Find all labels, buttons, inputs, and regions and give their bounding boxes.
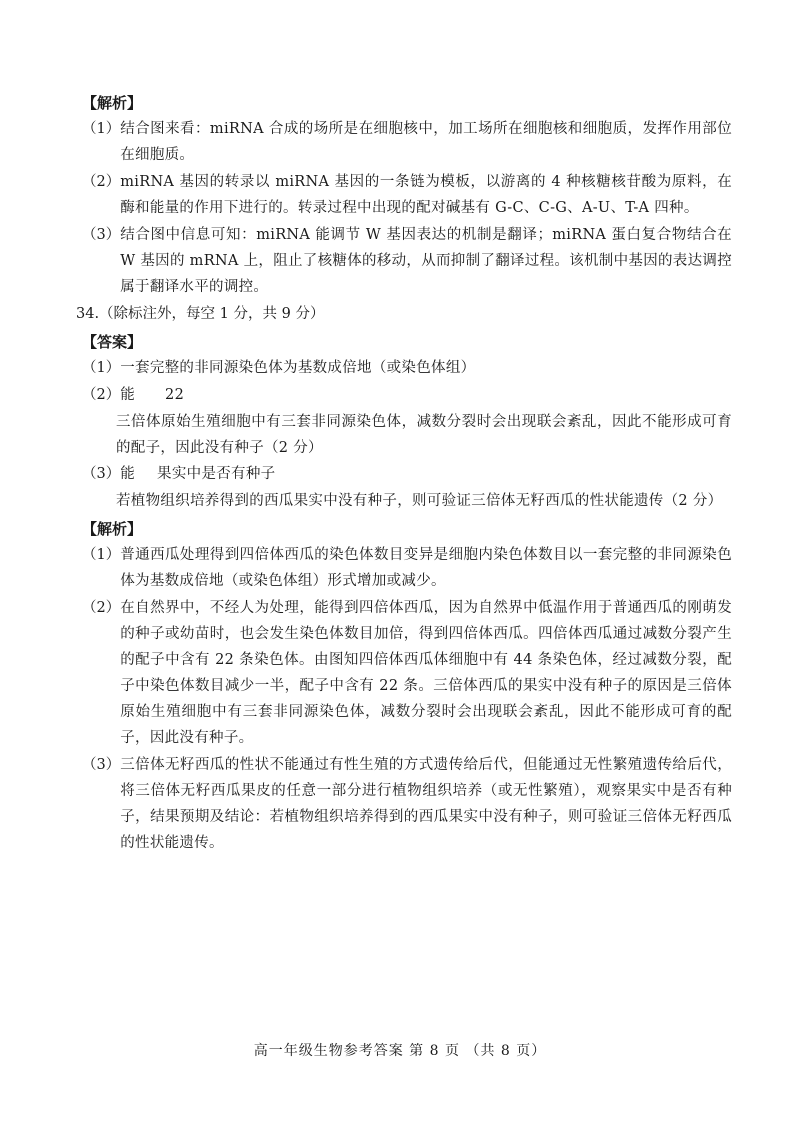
answer-item-3 [82,461,732,487]
page-footer: 高一年级生物参考答案 第 8 页 （共 8 页） [253,1043,547,1059]
question-34-title: 34.（除标注外，每空 1 分，共 9 分） [76,306,325,322]
analysis-item-1 [82,116,732,168]
item-text: 一套完整的非同源染色体为基数成倍地（或染色体组） [120,360,476,376]
answer-item-1 [82,355,732,381]
analysis-item-2 [82,169,732,221]
analysis-34-item-1 [82,542,732,594]
answer-part-2: 果实中是否有种子 [157,466,276,482]
answer-part-2: 22 [165,387,185,403]
item-number: （2） [82,387,121,403]
item-number: （3） [82,757,121,773]
answer-header: 【答案】 [82,333,143,351]
answer-detail-2: 三倍体原始生殖细胞中有三套非同源染色体，减数分裂时会出现联会紊乱，因此不能形成可育的配子，因此没有种子（2 分） [116,414,732,456]
analysis-34-item-3 [82,752,732,856]
item-text: 在自然界中，不经人为处理，能得到四倍体西瓜，因为自然界中低温作用于普通西瓜的刚萌发的种子或幼苗时，也会发生染色体数目加倍，得到四倍体西瓜。四倍体西瓜通过减数分裂产生的配子中含有 22 条染色体。由图知四倍体西瓜体细胞中有 44 条染色体，经过减数分裂，配子中染色体数目减少一半，配子中含有 22 条。三倍体西瓜的果实中没有种子的原因是三倍体原始生殖细胞中有三套非同源染色体，减数分裂时会出现联会紊乱，因此不能形成可育的配子，因此没有种子。 [120,600,732,746]
item-number: （1） [82,360,121,376]
item-number: （1） [82,547,121,563]
item-number: （1） [82,121,121,137]
item-text: miRNA 基因的转录以 miRNA 基因的一条链为模板，以游离的 4 种核糖核苷酸为原料，在酶和能量的作用下进行的。转录过程中出现的配对碱基有 G-C、C-G、A-U、T-A 四种。 [120,174,732,216]
answer-part-1: 能 [120,466,136,482]
item-text: 三倍体无籽西瓜的性状不能通过有性生殖的方式遗传给后代，但能通过无性繁殖遗传给后代，将三倍体无籽西瓜果皮的任意一部分进行植物组织培养（或无性繁殖），观察果实中是否有种子，结果预期及结论：若植物组织培养得到的西瓜果实中没有种子，则可验证三倍体无籽西瓜的性状能遗传。 [120,757,732,851]
answer-item-2 [82,382,732,408]
answer-part-1: 能 [120,387,136,403]
analysis-34-item-2 [82,595,732,751]
item-number: （3） [82,227,121,243]
document-content [76,88,732,857]
analysis-item-3 [82,222,732,300]
item-text: 结合图来看：miRNA 合成的场所是在细胞核中，加工场所在细胞核和细胞质，发挥作用部位在细胞质。 [120,121,732,163]
analysis-header-2: 【解析】 [82,520,143,538]
answer-detail-3: 若植物组织培养得到的西瓜果实中没有种子，则可验证三倍体无籽西瓜的性状能遗传（2 分） [116,493,723,509]
item-text: 结合图中信息可知：miRNA 能调节 W 基因表达的机制是翻译；miRNA 蛋白复合物结合在 W 基因的 mRNA 上，阻止了核糖体的移动，从而抑制了翻译过程。该机制中基因的表达调控属于翻译水平的调控。 [120,227,732,295]
item-text: 普通西瓜处理得到四倍体西瓜的染色体数目变异是细胞内染色体数目以一套完整的非同源染色体为基数成倍地（或染色体组）形式增加或减少。 [120,547,732,589]
analysis-header-1: 【解析】 [82,94,143,112]
item-number: （2） [82,600,121,616]
item-number: （3） [82,466,121,482]
item-number: （2） [82,174,121,190]
